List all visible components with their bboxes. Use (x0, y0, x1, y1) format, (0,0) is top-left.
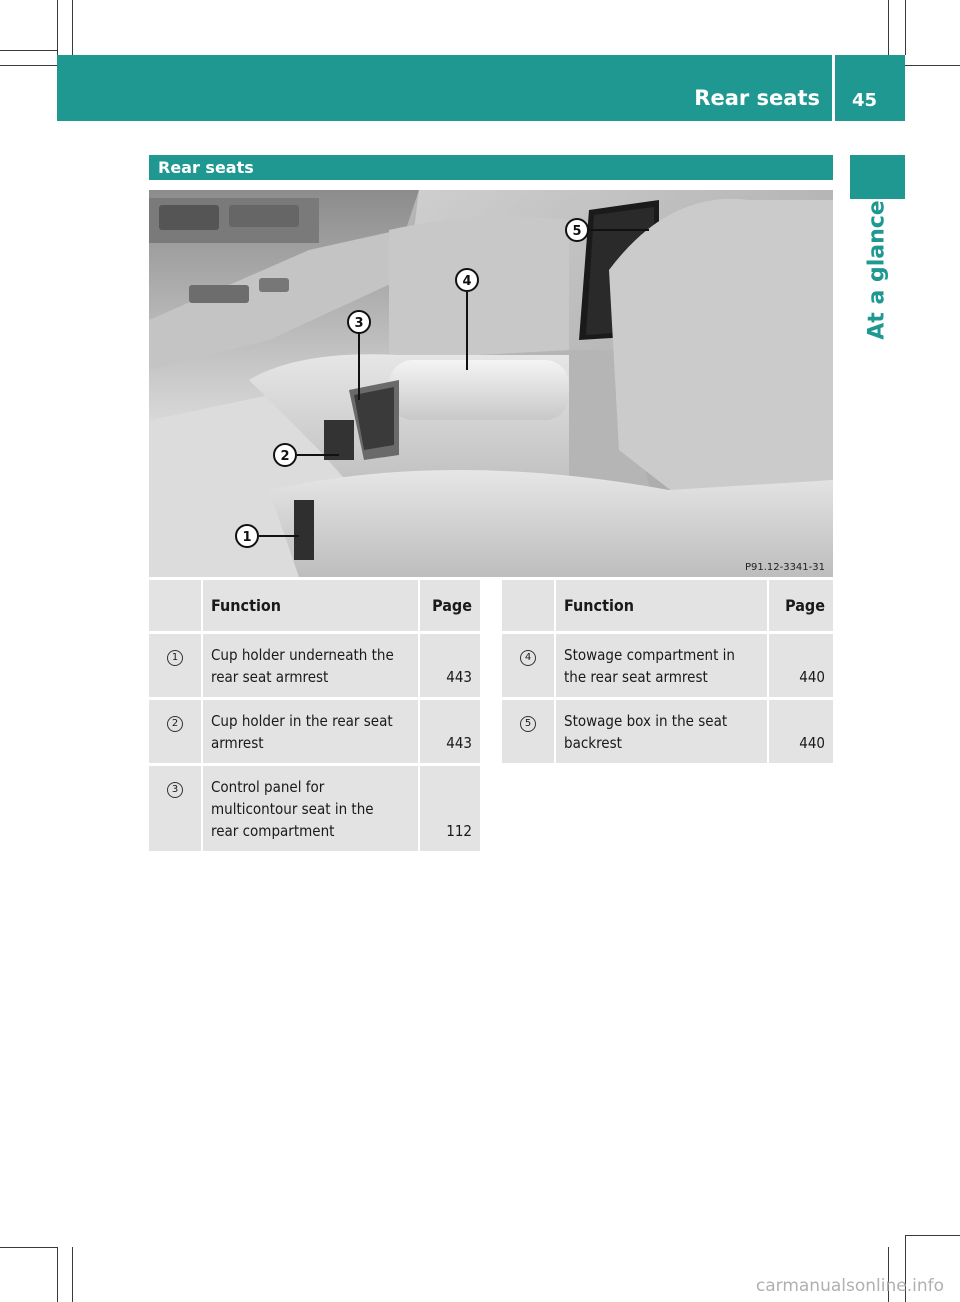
col-function: Function (556, 580, 767, 634)
col-number (502, 580, 556, 634)
function-text: Control panel for (211, 778, 325, 796)
callout-5-label: 5 (572, 224, 582, 239)
header-divider (832, 55, 835, 121)
table-row (502, 700, 833, 766)
callout-2-label: 2 (280, 449, 290, 464)
crop-mark (905, 0, 906, 55)
side-tab-label: At a glance (864, 200, 890, 340)
callout-3 (348, 311, 370, 333)
callout-5 (566, 219, 588, 241)
crop-mark (57, 0, 58, 55)
callout-1-label: 1 (242, 530, 252, 545)
page-ref[interactable]: 443 (418, 634, 481, 700)
crop-mark (0, 50, 58, 51)
callout-4-label: 4 (462, 274, 472, 289)
callout-4 (456, 269, 478, 291)
function-text: rear seat armrest (211, 668, 329, 686)
crop-mark (905, 1235, 960, 1236)
item-number: 4 (520, 650, 536, 666)
function-text: Stowage compartment in (564, 646, 735, 664)
function-table-left (149, 580, 480, 854)
figure-reference: P91.12-3341-31 (744, 562, 825, 573)
side-tab-marker (850, 155, 905, 199)
crop-mark (72, 0, 73, 55)
table-row (502, 634, 833, 700)
crop-mark (905, 65, 960, 66)
footer-watermark: carmanualsonline.info (755, 1276, 944, 1296)
function-text: rear compartment (211, 822, 335, 840)
function-text: Cup holder in the rear seat (211, 712, 393, 730)
rear-seats-photo (149, 190, 833, 577)
table-row (149, 766, 480, 854)
col-number (149, 580, 203, 634)
function-text: armrest (211, 734, 264, 752)
section-heading-bar (149, 155, 833, 180)
table-row (149, 634, 480, 700)
col-page: Page (767, 580, 833, 634)
function-text: backrest (564, 734, 622, 752)
crop-mark (57, 1247, 58, 1302)
page-ref[interactable]: 443 (418, 700, 481, 766)
page-number: 45 (852, 90, 878, 111)
table-row (149, 700, 480, 766)
function-text: the rear seat armrest (564, 668, 708, 686)
crop-mark (888, 0, 889, 55)
callout-2 (274, 444, 296, 466)
page-ref[interactable]: 440 (767, 634, 833, 700)
function-text: multicontour seat in the (211, 800, 374, 818)
item-number: 2 (167, 716, 183, 732)
col-page: Page (418, 580, 481, 634)
function-text: Stowage box in the seat (564, 712, 728, 730)
item-number: 1 (167, 650, 183, 666)
callout-3-label: 3 (354, 316, 364, 331)
section-title: Rear seats (158, 158, 254, 177)
function-text: Cup holder underneath the (211, 646, 394, 664)
col-function: Function (203, 580, 418, 634)
function-table-right (502, 580, 833, 766)
callout-1 (236, 525, 258, 547)
crop-mark (72, 1247, 73, 1302)
item-number: 3 (167, 782, 183, 798)
page-ref[interactable]: 112 (418, 766, 481, 854)
crop-mark (0, 1247, 58, 1248)
header-title: Rear seats (694, 86, 820, 110)
page-ref[interactable]: 440 (767, 700, 833, 766)
item-number: 5 (520, 716, 536, 732)
crop-mark (0, 65, 58, 66)
